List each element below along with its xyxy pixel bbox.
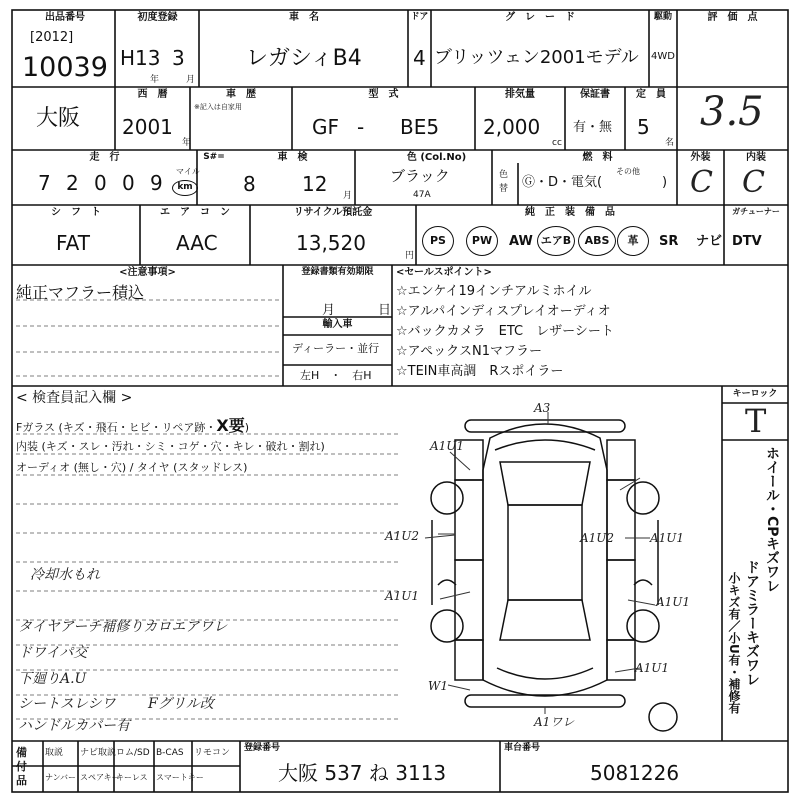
history-note: ※記入は自家用 [194, 103, 242, 111]
selling-point: ☆アペックスN1マフラー [396, 344, 543, 359]
history-label: 車 歴 [226, 89, 256, 100]
gachi-label: ガチューナー [732, 207, 780, 216]
lot-number: 10039 [22, 52, 108, 83]
equipment-item: AW [509, 234, 533, 249]
selling-point: ☆TEIN車高調 Rスポイラー [396, 364, 564, 379]
inspector-line3: オーディオ (無し・穴) / タイヤ (スタッドレス) [16, 461, 248, 474]
fuel-label: 燃 料 [582, 152, 613, 163]
inspection-year: 8 [243, 172, 256, 196]
mileage-digit: 0 [94, 171, 107, 195]
color-label: 色 (Col.No) [406, 152, 467, 163]
rating-label: 評 価 点 [707, 12, 758, 23]
chassis-number: 5081226 [590, 761, 680, 785]
recycle-fee: 13,520 [296, 231, 366, 255]
door-label: ドア [410, 12, 429, 22]
registration-day: 日 [378, 303, 392, 318]
model-code-label: 型 式 [368, 89, 399, 100]
keylock-label: キーロック [732, 389, 778, 399]
reg-number-label: 登録番号 [244, 743, 281, 753]
exterior-grade: C [690, 165, 713, 200]
damage-mark: A1U1 [385, 589, 420, 603]
glass-prefix: Fガラス (キズ・飛石・ヒビ・リペア跡・ [16, 421, 217, 434]
right-col-1: ホイール・CPキズワレ [764, 446, 780, 593]
fuel-options: Ⓖ・D・電気( [522, 175, 603, 190]
handwritten-note: シートスレシワ [18, 696, 116, 712]
doors: 4 [413, 46, 426, 70]
glass-mark: X要 [216, 416, 245, 435]
accessories-label: 備付品 [16, 746, 27, 787]
equipment-item: PW [466, 226, 498, 256]
smeter-label: S#= [203, 152, 225, 162]
model-label: 車 名 [289, 12, 319, 23]
capacity-unit: 名 [665, 138, 675, 148]
grade: ブリッツェン2001モデル [434, 47, 639, 68]
fuel-close: ) [662, 175, 668, 190]
mileage-digit: 9 [150, 171, 163, 195]
handwritten-note: ハンドルカバー有 [18, 718, 130, 734]
reg-number: 大阪 537 ね 3113 [278, 761, 447, 785]
registration-month: 月 [322, 303, 336, 318]
steering-value: 左H ・ 右H [300, 369, 372, 382]
accessory-item: ナビ取説 [80, 748, 117, 758]
mileage-label: 走 行 [89, 152, 120, 163]
accessory-item: B-CAS [156, 748, 184, 758]
equipment-item: エアB [537, 226, 575, 256]
right-col-3: 小キズ有／小U有・補修有 [727, 572, 741, 714]
lot-year: [2012] [30, 30, 74, 45]
model-name: レガシィB4 [246, 46, 362, 71]
first-reg-era: H13 [120, 46, 161, 70]
lot-label: 出品番号 [45, 12, 85, 23]
mileage-digit: 7 [38, 171, 51, 195]
drive: 4WD [651, 51, 675, 62]
selling-label: <セールスポイント> [396, 267, 492, 278]
shift-label: シ フ ト [51, 207, 101, 218]
mileage-unit-top: マイル [176, 167, 200, 176]
damage-mark: A1U1 [650, 531, 685, 545]
handwritten-note: 冷却水もれ [30, 567, 100, 583]
damage-mark: A1U2 [580, 531, 615, 545]
model-code-dash: - [357, 115, 365, 139]
inspection-month: 12 [302, 172, 328, 196]
damage-mark: A1U1 [430, 439, 465, 453]
equipment-item: SR [659, 234, 679, 249]
interior-grade: C [742, 165, 765, 200]
fuel-other-label: その他 [616, 167, 640, 176]
displacement: 2,000 [483, 115, 541, 139]
month-unit: 月 [186, 75, 196, 85]
accessory-item: リモコン [194, 748, 231, 758]
damage-mark: A1U1 [656, 595, 691, 609]
damage-mark: A1ワレ [534, 715, 575, 729]
ac-label: エ ア コ ン [160, 207, 230, 218]
drive-label: 駆動 [653, 12, 672, 22]
inspection-month-unit: 月 [343, 191, 353, 201]
selling-point: ☆アルパインディスプレイオーディオ [396, 304, 611, 319]
equipment-item: 革 [617, 226, 649, 256]
damage-mark: A1U2 [385, 529, 420, 543]
equipment-item: ナビ [696, 234, 723, 249]
caution-label: <注意事項> [119, 267, 176, 278]
inspector-line2: 内装 (キズ・スレ・汚れ・シミ・コゲ・穴・キレ・破れ・割れ) [16, 440, 325, 453]
capacity: 5 [637, 115, 650, 139]
ac: AAC [176, 231, 218, 255]
equipment-item: PS [422, 226, 454, 256]
inspector-title: < 検査員記入欄 > [16, 390, 133, 406]
selling-point: ☆エンケイ19インチアルミホイル [396, 284, 592, 299]
color-name: ブラック [390, 167, 450, 185]
equipment-label: 純 正 装 備 品 [525, 207, 615, 218]
caution-text: 純正マフラー積込 [16, 283, 145, 302]
keylock-value: T [745, 402, 767, 440]
mileage-digit: 2 [66, 171, 79, 195]
damage-mark: W1 [428, 679, 448, 693]
rating-score: 3.5 [700, 89, 764, 135]
equipment-item: DTV [732, 234, 762, 249]
warranty-label: 保証書 [580, 89, 610, 100]
import-value: ディーラー・並行 [292, 342, 380, 355]
capacity-label: 定 員 [636, 89, 666, 100]
handwritten-note: タイヤアーチ補修りカロエアワレ [18, 619, 228, 635]
glass-close: ) [244, 421, 249, 434]
interior-label: 内装 [746, 152, 766, 163]
right-col-2: ドアミラーキズワレ [744, 560, 760, 686]
western-label: 西 暦 [137, 89, 168, 100]
location: 大阪 [36, 106, 81, 131]
handwritten-side: Fグリル改 [148, 696, 214, 712]
model-code-1: GF [312, 115, 340, 139]
mileage-digit: 0 [122, 171, 135, 195]
model-code-2: BE5 [400, 115, 440, 139]
first-reg-label: 初度登録 [137, 12, 178, 23]
inspector-line1 [16, 418, 249, 434]
accessory-item: 取説 [45, 748, 64, 758]
handwritten-note: ドワイパ交 [18, 645, 88, 661]
exterior-label: 外装 [690, 152, 711, 163]
car-diagram [431, 420, 677, 731]
western-year: 2001 [122, 115, 173, 139]
color-change-label: 色替 [499, 170, 509, 194]
first-reg-month: 3 [172, 46, 185, 70]
mileage-unit-km: km [172, 180, 198, 196]
yen-unit: 円 [405, 251, 415, 261]
inspection-label: 車 検 [277, 152, 308, 163]
western-year-unit: 年 [182, 138, 192, 148]
registration-label: 登録書類有効期限 [301, 267, 374, 277]
grade-label: グ レ ー ド [505, 12, 575, 23]
accessory-item: ナンバー [45, 773, 77, 782]
handwritten-note: 下廻りA.U [18, 671, 87, 687]
warranty-value: 有・無 [573, 120, 613, 135]
selling-point: ☆バックカメラ ETC レザーシート [396, 324, 614, 339]
accessory-item: ロム/SD [116, 748, 150, 758]
equipment-item: ABS [578, 226, 616, 256]
chassis-label: 車台番号 [504, 743, 541, 753]
accessory-item: スマートキー [156, 773, 204, 782]
displacement-label: 排気量 [505, 89, 535, 100]
year-unit: 年 [150, 75, 160, 85]
shift: FAT [56, 231, 91, 255]
accessory-item: スペアキー [80, 773, 120, 782]
damage-mark: A1U1 [635, 661, 670, 675]
accessory-item: キーレス [116, 773, 148, 782]
damage-mark: A3 [534, 401, 551, 415]
displacement-unit: cc [552, 138, 562, 148]
recycle-label: リサイクル預託金 [293, 207, 373, 218]
color-code: 47A [413, 190, 431, 200]
import-label: 輸入車 [322, 319, 353, 330]
